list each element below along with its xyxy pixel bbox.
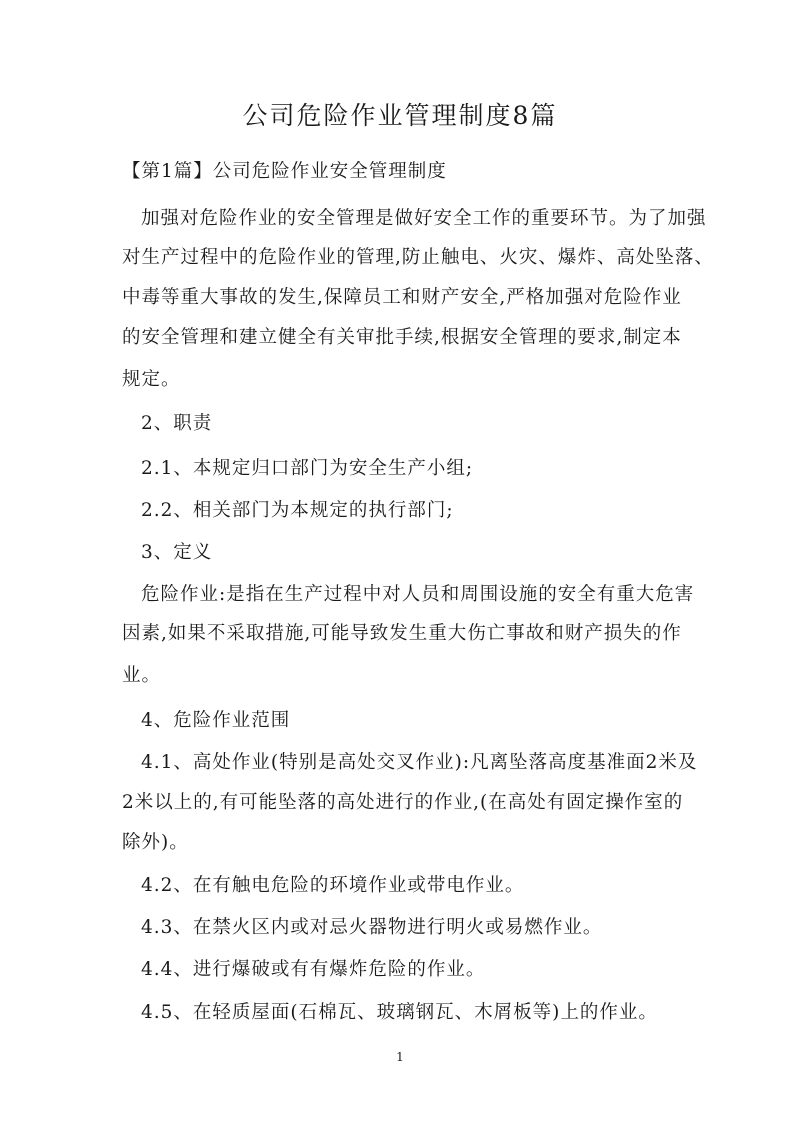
list-item: 4.5、在轻质屋面(石棉瓦、玻璃钢瓦、木屑板等)上的作业。 <box>141 1002 658 1023</box>
paragraph-line: 危险作业:是指在生产过程中对人员和周围设施的安全有重大危害 <box>141 584 695 605</box>
section-heading: 2、职责 <box>141 413 213 434</box>
page-number: 1 <box>396 1050 404 1064</box>
paragraph-line: 加强对危险作业的安全管理是做好安全工作的重要环节。为了加强 <box>141 208 707 229</box>
paragraph-line: 规定。 <box>122 369 181 390</box>
paragraph-line: 业。 <box>122 665 162 686</box>
list-item: 4.2、在有触电危险的环境作业或带电作业。 <box>141 875 525 896</box>
document-title: 公司危险作业管理制度8篇 <box>242 101 558 130</box>
paragraph-line: 除外)。 <box>122 832 189 853</box>
paragraph-line: 的安全管理和建立健全有关审批手续,根据安全管理的要求,制定本 <box>122 327 682 348</box>
paragraph-line: 因素,如果不采取措施,可能导致发生重大伤亡事故和财产损失的作 <box>122 623 682 644</box>
list-item: 4.3、在禁火区内或对忌火器物进行明火或易燃作业。 <box>141 917 603 938</box>
section-heading: 3、定义 <box>141 542 213 563</box>
article-heading: 【第1篇】公司危险作业安全管理制度 <box>122 161 447 182</box>
section-heading: 4、危险作业范围 <box>141 710 291 731</box>
list-item: 2.2、相关部门为本规定的执行部门; <box>141 500 454 521</box>
list-item: 4.4、进行爆破或有有爆炸危险的作业。 <box>141 959 486 980</box>
paragraph-line: 对生产过程中的危险作业的管理,防止触电、火灾、爆炸、高处坠落、 <box>122 247 714 268</box>
list-item: 4.1、高处作业(特别是高处交叉作业):凡离坠落高度基准面2米及 <box>141 752 698 773</box>
list-item: 2.1、本规定归口部门为安全生产小组; <box>141 458 474 479</box>
paragraph-line: 中毒等重大事故的发生,保障员工和财产安全,严格加强对危险作业 <box>122 287 682 308</box>
paragraph-line: 2米以上的,有可能坠落的高处进行的作业,(在高处有固定操作室的 <box>122 792 684 813</box>
